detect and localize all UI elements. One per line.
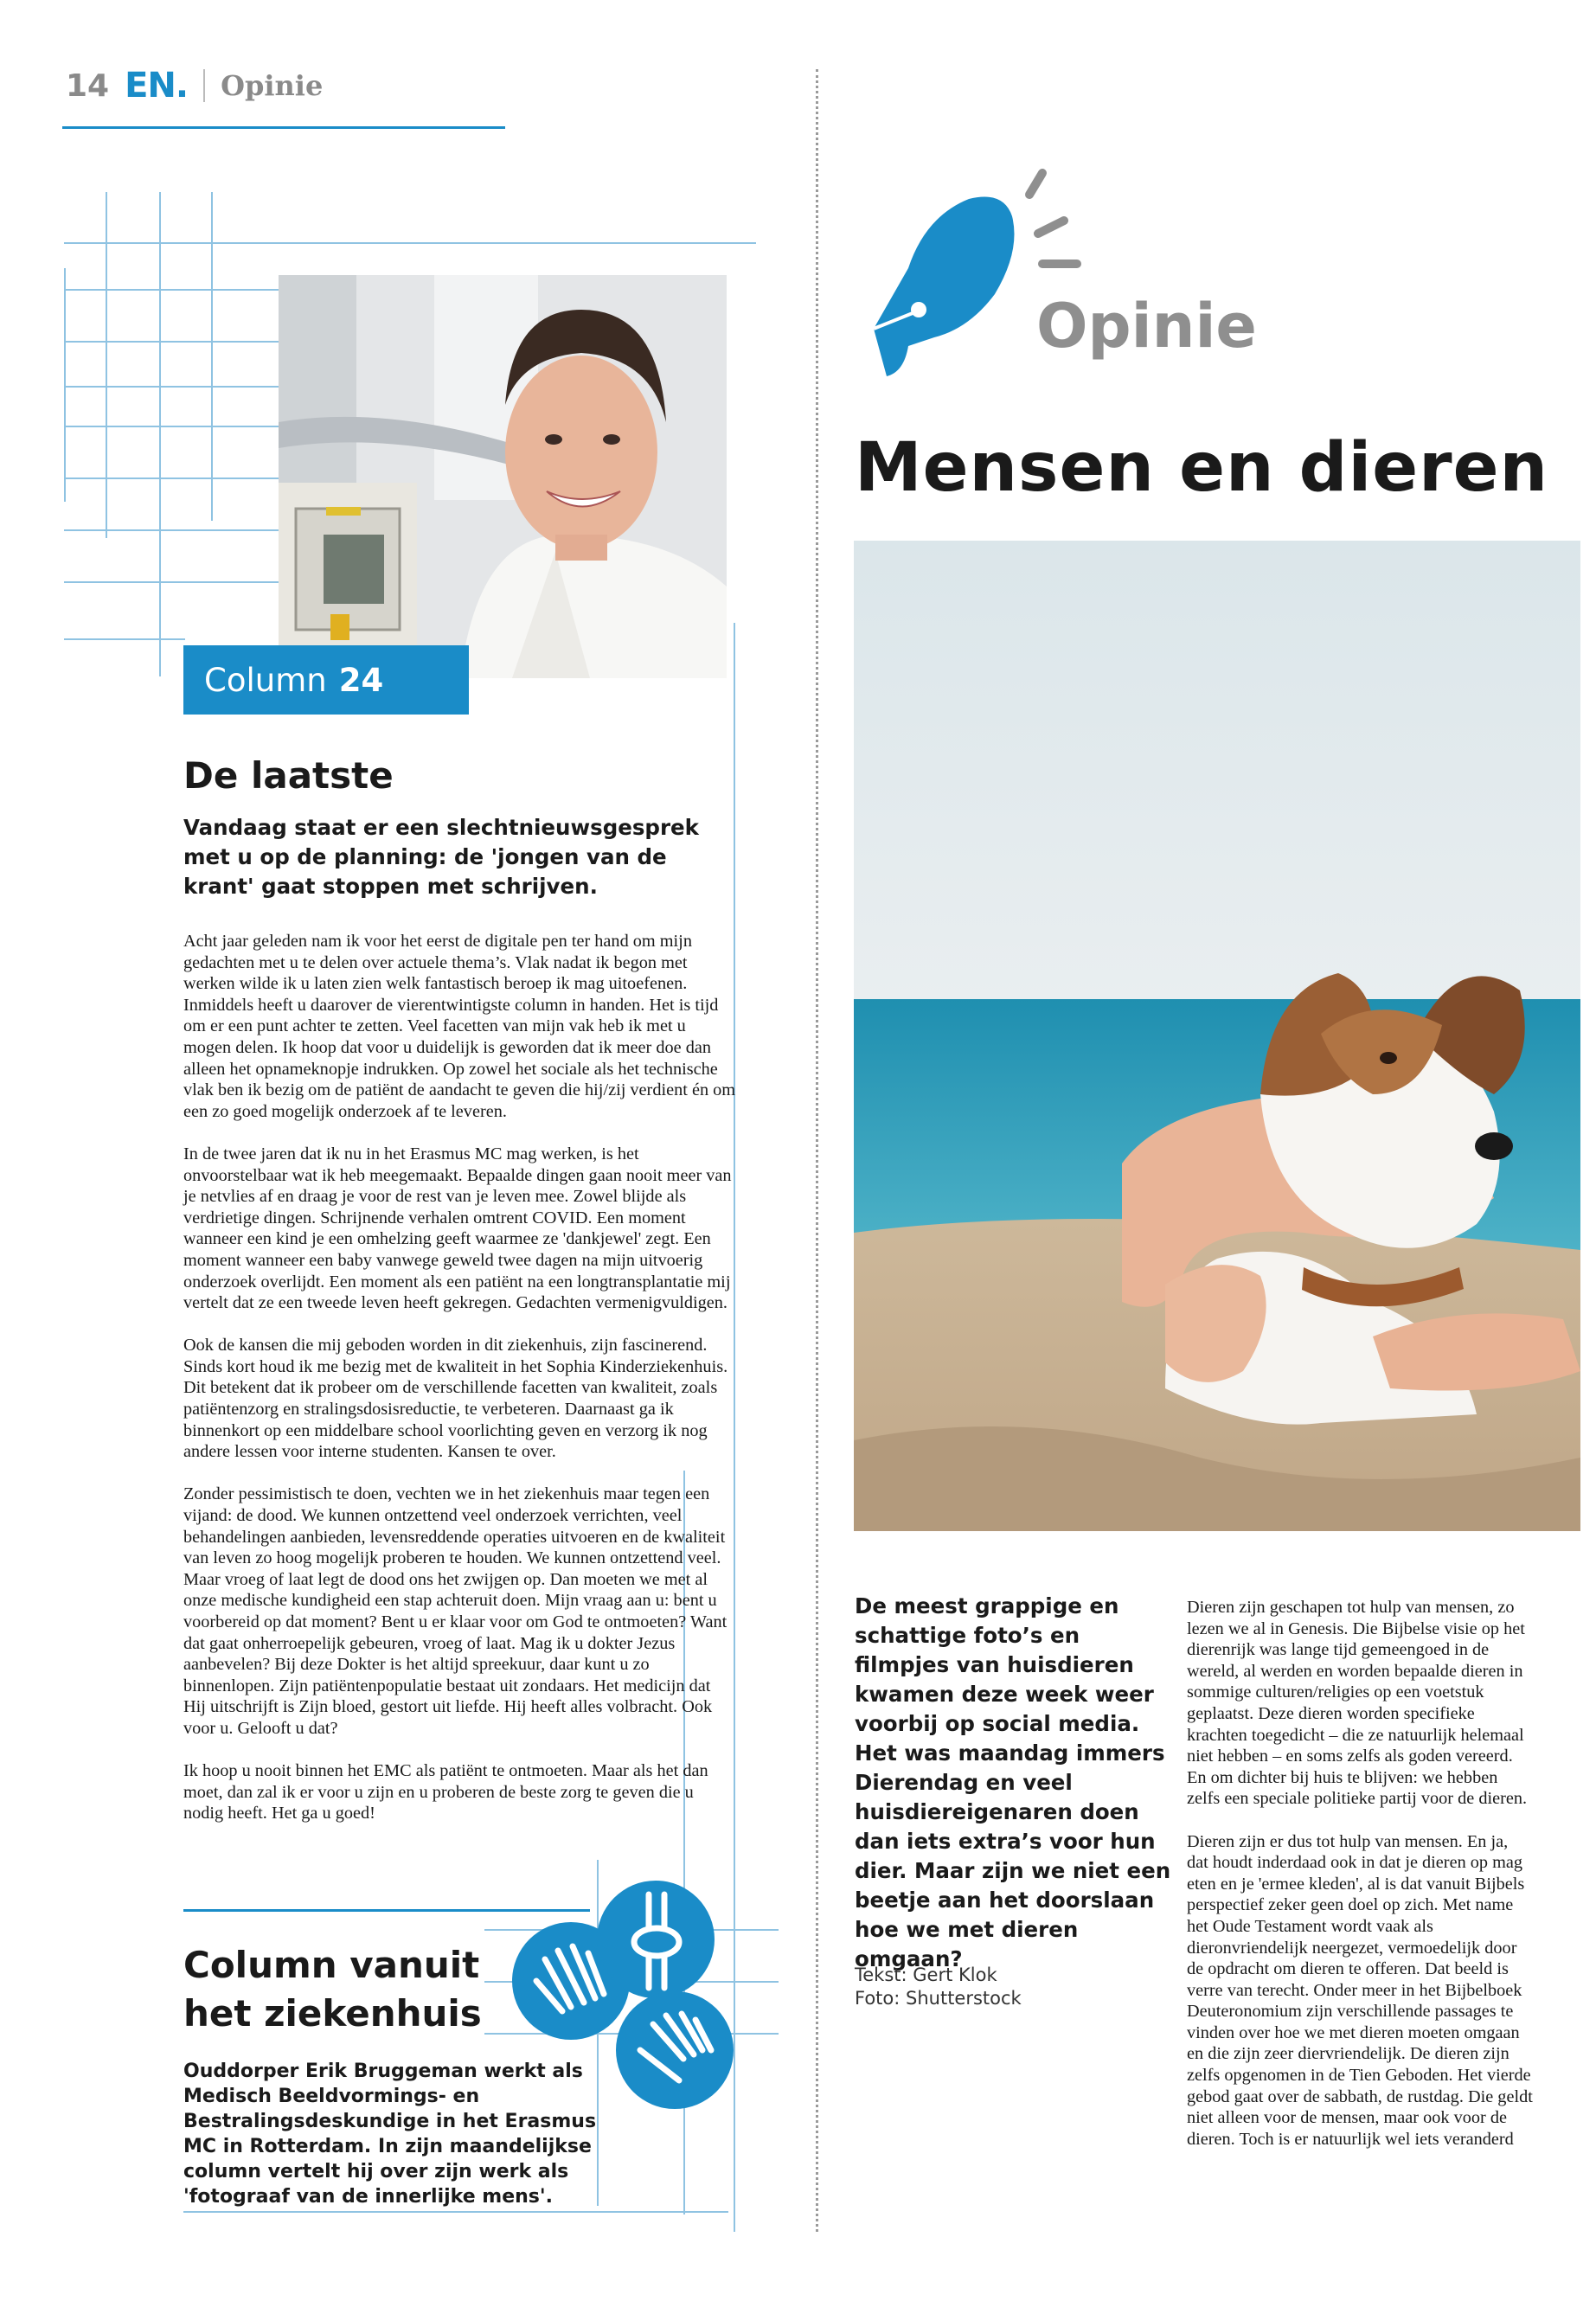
column-divider bbox=[816, 69, 818, 2232]
column-paragraph: Ik hoop u nooit binnen het EMC als patiënt te ontmoeten. Maar als het dan moet, dan zal ik er voor u zijn en u proberen de beste zorg te geven die u nodig heeft. Het ga u goed! bbox=[183, 1761, 708, 1823]
header-rule bbox=[62, 126, 505, 129]
article-paragraph: Dieren zijn geschapen tot hulp van mensen, zo lezen we al in Genesis. Die Bijbelse visie op het dierenrijk was lange tijd gemeengoed in de wereld, al werden en worden bepaalde dieren in sommige culturen/religies op een voetstuk geplaatst. Deze dieren worden specifieke krachten toegedicht – die ze natuurlijk helemaal niet hebben – en soms zelfs als goden vereerd. En om dichter bij huis te blijven: we hebben zelfs een speciale politieke partij voor de dieren. bbox=[1187, 1598, 1528, 1809]
dog-photo bbox=[854, 541, 1580, 1531]
column-intro: Vandaag staat er een slechtnieuwsgesprek met u op de planning: de 'jongen van de krant' gaat stoppen met schrijven. bbox=[183, 815, 699, 899]
article-credits bbox=[855, 1964, 1022, 2010]
footer-text: Ouddorper Erik Bruggeman werkt als Medisch Beeldvormings- en Bestralingsdeskundige in het Erasmus MC in Rotterdam. In zijn maandelijkse column vertelt hij over zijn werk als 'fotograaf van de innerlijke mens'. bbox=[183, 2061, 597, 2208]
xray-bones-icon bbox=[510, 1877, 735, 2128]
header-separator bbox=[203, 69, 205, 102]
article-title: Mensen en dieren bbox=[855, 429, 1549, 507]
author-photo bbox=[279, 275, 727, 678]
column-paragraph: Acht jaar geleden nam ik voor het eerst de digitale pen ter hand om mijn gedachten met u te delen over actuele thema’s. Vlak nadat ik begon met werken wilde ik u laten zien welk fantastisch beroep ik mag uitoefenen. Inmiddels heeft u daarover de vierentwintigste column in handen. Het is tijd om er een punt achter te zetten. Veel facetten van mijn vak heb ik met u mogen delen. Ik hoop dat voor u duidelijk is geworden dat ik meer doe dan alleen het opnameknopje indrukken. Op zowel het sociale als het technische vlak ben ik bezig om de patiënt de aandacht te geven die hij/zij verdient én om een zo goed mogelijk onderzoek af te leveren. bbox=[183, 932, 736, 1121]
section-label: Opinie bbox=[221, 69, 324, 102]
column-paragraph: Zonder pessimistisch te doen, vechten we in het ziekenhuis maar tegen een vijand: de dood. We kunnen ontzettend veel onderzoek verrichten, veel behandelingen aanbieden, levensreddende operaties uitvoeren en de kwaliteit van leven zo hoog mogelijk proberen te houden. We kunnen ontzettend veel. Maar vroeg of laat legt de dood ons het zwijgen op. Dan moeten we met al onze medische kundigheid een stap achteruit doen. Mijn vraag aan u: bent u voorbereid op dat moment? Bent u er klaar voor om God te ontmoeten? Want dat gaat onherroepelijk gebeuren, vroeg of laat. Mag ik u dokter Jezus aanbevelen? Bij deze Dokter is het altijd spreekuur, daar kunt u zo binnenlopen. Zijn patiëntenpopulatie bestaat uit zondaars. Het medicijn dat Hij uitschrijft is Zijn bloed, gestort uit liefde. Hij heeft alles volbracht. Ook voor u. Gelooft u dat? bbox=[183, 1484, 727, 1738]
article-intro: De meest grappige en schattige foto’s en filmpjes van huisdieren kwamen deze week weer voorbij op social media. Het was maandag immers Dierendag en veel huisdiereigenaren doen dan iets extra’s voor hun dier. Maar zijn we niet een beetje aan het doorslaan hoe we met dieren omgaan? bbox=[855, 1593, 1171, 1971]
credit-text: Tekst: Gert Klok bbox=[855, 1965, 997, 1985]
article-body bbox=[1187, 1597, 1533, 2171]
brand-logo[interactable]: EN. bbox=[125, 66, 189, 106]
credit-photo: Foto: Shutterstock bbox=[855, 1988, 1022, 2009]
column-paragraph: In de twee jaren dat ik nu in het Erasmus MC mag werken, is het onvoorstelbaar wat ik heb meegemaakt. Bepaalde dingen gaan nooit meer van je netvlies af en draag je voor de rest van je leven mee. Zowel blijde als verdrietige dingen. Schrijnende verhalen omtrent COVID. Een moment wanneer een kind je een omhelzing geeft waarmee ze 'dankjewel' zegt. Een moment wanneer een baby vanwege geweld twee dagen na mijn uitvoerig onderzoek overlijdt. Een moment als een patiënt na een longtransplantatie mij vertelt dat ze een tweede leven heeft gekregen. Gedachten vermenigvuldigen. bbox=[183, 1144, 732, 1313]
footer-title: Column vanuit het ziekenhuis bbox=[183, 1944, 482, 2035]
page-header bbox=[66, 66, 323, 106]
column-title: De laatste bbox=[183, 754, 394, 797]
column-paragraph: Ook de kansen die mij geboden worden in dit ziekenhuis, zijn fascinerend. Sinds kort houd ik me bezig met de kwaliteit in het Sophia Kinderziekenhuis. Dit betekent dat ik probeer om de verschillende facetten van kwaliteit, zoals patiëntenzorg en stralingsdosisreductie, te verbeteren. Daarnaast ga ik binnenkort op een middelbare school voorlichting geven en verzorg ik nog andere lessen voor interne studenten. Kansen te over. bbox=[183, 1336, 728, 1462]
column-number: 24 bbox=[338, 661, 384, 699]
column-badge bbox=[183, 645, 469, 715]
section-logo-word: Opinie bbox=[1036, 291, 1257, 362]
article-paragraph: Dieren zijn er dus tot hulp van mensen. En ja, dat houdt inderdaad ook in dat je dieren op mag eten en je 'ermee kleden', al is dat vanuit Bijbels perspectief zeker geen doel op zich. Met name het Oude Testament wordt vaak als dieronvriendelijk neergezet, vermoedelijk door de opdracht om dieren te offeren. Dat beeld is verre van terecht. Onder meer in het Bijbelboek Deuteronomium zijn verschillende passages te vinden over hoe we met dieren moeten omgaan en die zijn zeer diervriendelijk. De dieren zijn zelfs opgenomen in de Tien Geboden. Het vierde gebod gaat over de sabbath, de rustdag. Die geldt niet alleen voor de mensen, maar ook voor de dieren. Toch is er natuurlijk wel iets veranderd bbox=[1187, 1831, 1533, 2149]
page-number: 14 bbox=[66, 67, 110, 104]
column-body bbox=[183, 931, 737, 1846]
column-label: Column bbox=[204, 661, 327, 699]
